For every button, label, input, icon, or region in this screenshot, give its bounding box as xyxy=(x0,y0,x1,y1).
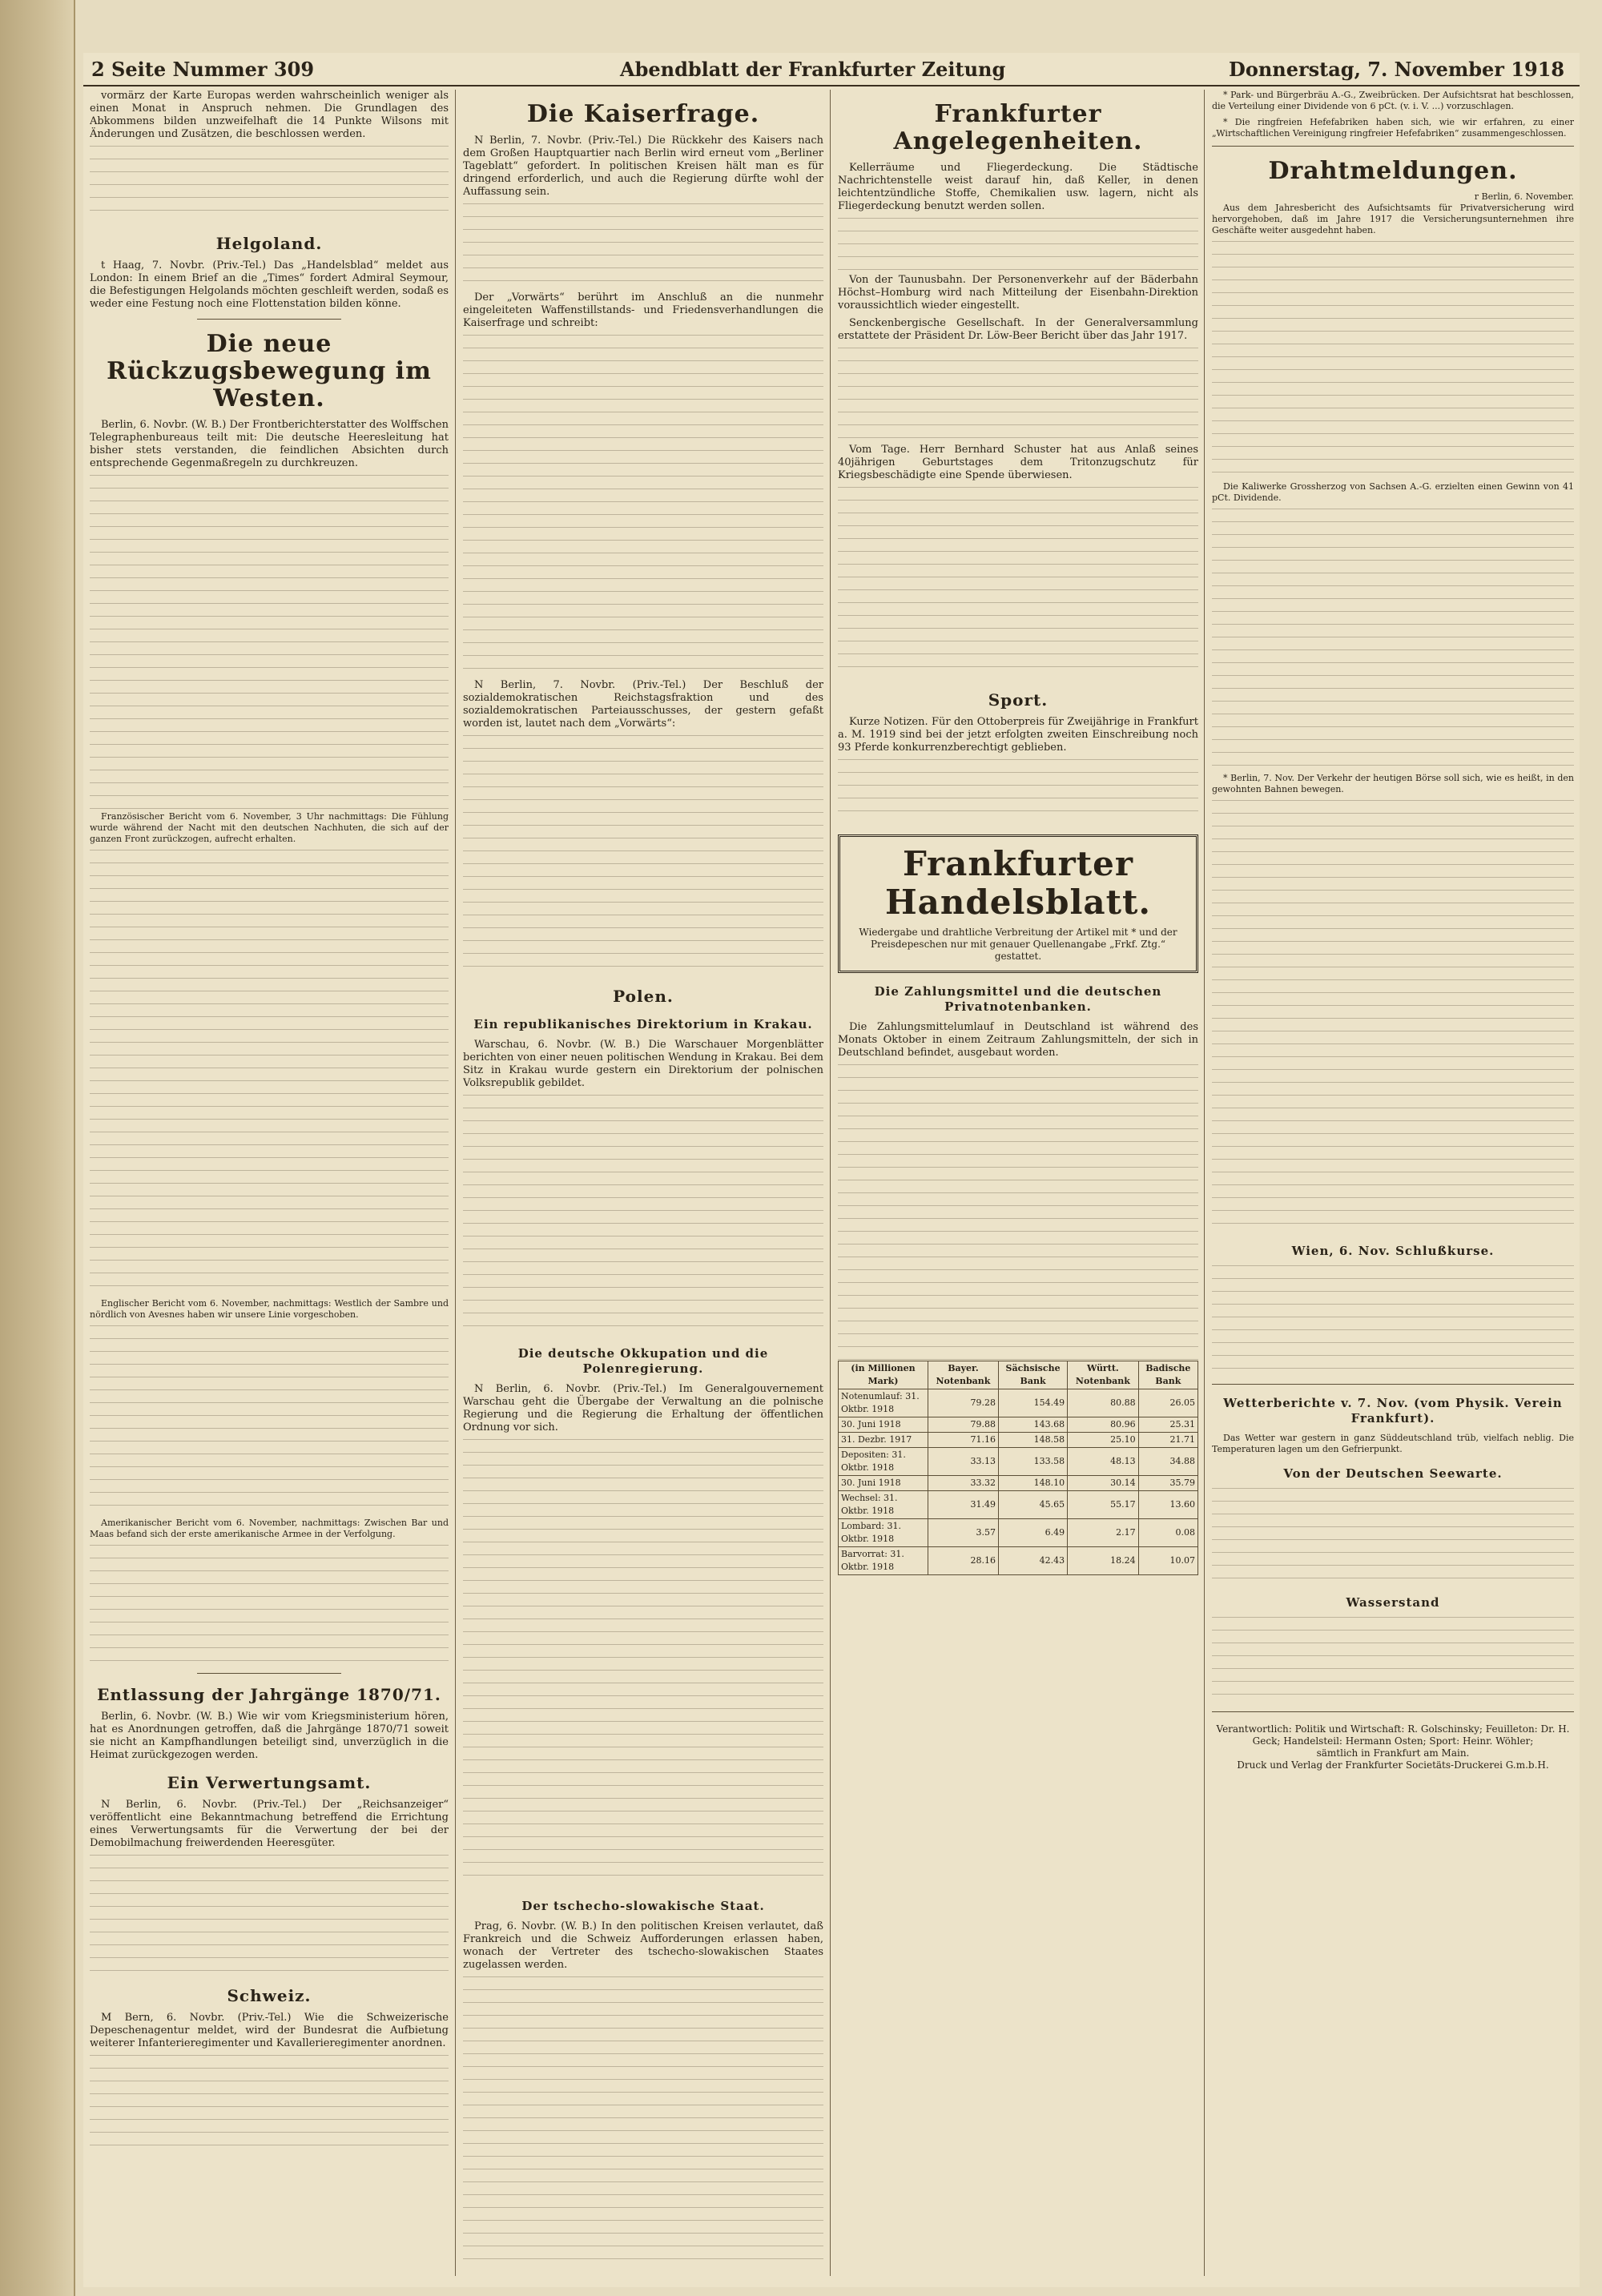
divider xyxy=(1212,146,1574,147)
article-text: Der „Vorwärts“ berührt im Anschluß an die nunmehr eingeleiteten Waffenstillstands- und Friedensverhandlungen die Kaiserfrage und schreibt: xyxy=(463,292,823,329)
table-cell: 148.10 xyxy=(998,1476,1067,1491)
section-heading: Entlassung der Jahrgänge 1870/71. xyxy=(97,1685,441,1704)
column-divider-1 xyxy=(455,90,456,2276)
article-text-continued xyxy=(90,1855,449,1975)
article-text-continued xyxy=(838,1064,1198,1361)
section-heading: Frankfurter Angelegenheiten. xyxy=(893,100,1143,155)
page-binding xyxy=(0,0,75,2296)
table-cell: 45.65 xyxy=(998,1491,1067,1519)
handelsblatt-masthead xyxy=(838,834,1198,973)
table-header-cell: Sächsische Bank xyxy=(998,1361,1067,1389)
section-subheading: Von der Deutschen Seewarte. xyxy=(1283,1466,1503,1481)
table-cell: 80.88 xyxy=(1068,1389,1138,1417)
article-text: * Berlin, 7. Nov. Der Verkehr der heutigen Börse soll sich, wie es heißt, in den gewohnten Bahnen bewegen. xyxy=(1212,773,1574,794)
table-cell: 55.17 xyxy=(1068,1491,1138,1519)
article-text: Vom Tage. Herr Bernhard Schuster hat aus Anlaß seines 40jährigen Geburtstages dem Tritonzugschutz für Kriegsbeschädigte eine Spende überwiesen. xyxy=(838,444,1198,481)
article-text: Aus dem Jahresbericht des Aufsichtsamts für Privatversicherung wird hervorgehoben, daß im Jahre 1917 die Versicherungsunternehmen ihre Geschäfte weiter ausgedehnt haben. xyxy=(1212,203,1574,235)
section-heading: Drahtmeldungen. xyxy=(1268,157,1518,185)
table-row xyxy=(839,1547,1198,1575)
article-text-continued xyxy=(838,218,1198,274)
kurs-table xyxy=(1212,1265,1574,1377)
table-cell: Depositen: 31. Oktbr. 1918 xyxy=(839,1448,928,1476)
section-heading: Schweiz. xyxy=(227,1986,312,2005)
table-cell: 25.10 xyxy=(1068,1433,1138,1448)
section-heading: Die Kaiserfrage. xyxy=(526,100,760,128)
section-subheading: Der tschecho-slowakische Staat. xyxy=(521,1899,765,1913)
divider xyxy=(197,319,340,320)
section-heading: Sport. xyxy=(988,690,1049,710)
article-text: N Berlin, 7. Novbr. (Priv.-Tel.) Der Beschluß der sozialdemokratischen Reichstagsfraktion und des sozialdemokratischen Parteiausschusses, der gestern gefaßt worden ist, lautet nach dem „Vorwärts“: xyxy=(463,679,823,730)
article-text-continued xyxy=(463,335,823,679)
column-4 xyxy=(1212,90,1574,2276)
article-text-continued xyxy=(90,146,449,223)
article-text-continued xyxy=(90,1545,449,1665)
table-cell: 0.08 xyxy=(1138,1519,1197,1547)
imprint-place: sämtlich in Frankfurt am Main. xyxy=(1316,1747,1470,1759)
section-subheading: Wetterberichte v. 7. Nov. (vom Physik. Verein Frankfurt). xyxy=(1223,1396,1563,1425)
table-header-row xyxy=(839,1361,1198,1389)
section-subheading: Wien, 6. Nov. Schlußkurse. xyxy=(1291,1244,1495,1258)
table-cell: 143.68 xyxy=(998,1417,1067,1433)
table-cell: 21.71 xyxy=(1138,1433,1197,1448)
table-cell: 35.79 xyxy=(1138,1476,1197,1491)
table-row xyxy=(839,1417,1198,1433)
table-cell: 6.49 xyxy=(998,1519,1067,1547)
table-header-cell: (in Millionen Mark) xyxy=(839,1361,928,1389)
column-3 xyxy=(838,90,1198,2276)
table-cell: 28.16 xyxy=(928,1547,998,1575)
article-text: * Die ringfreien Hefefabriken haben sich, wie wir erfahren, zu einer „Wirtschaftlichen Vereinigung ringfreier Hefefabriken“ zusammengeschlossen. xyxy=(1212,117,1574,139)
table-cell: 154.49 xyxy=(998,1389,1067,1417)
table-cell: Lombard: 31. Oktbr. 1918 xyxy=(839,1519,928,1547)
issue-date: Donnerstag, 7. November 1918 xyxy=(1229,58,1565,81)
article-text-continued xyxy=(838,759,1198,823)
article-text-continued xyxy=(838,487,1198,679)
column-1 xyxy=(90,90,449,2276)
table-cell: 148.58 xyxy=(998,1433,1067,1448)
column-divider-2 xyxy=(830,90,831,2276)
table-cell: 33.13 xyxy=(928,1448,998,1476)
article-text-continued xyxy=(463,203,823,292)
section-heading: Helgoland. xyxy=(215,234,323,253)
article-text: Senckenbergische Gesellschaft. In der Generalversammlung erstattete der Präsident Dr. Löw-Beer Bericht über das Jahr 1917. xyxy=(838,317,1198,342)
article-text-continued xyxy=(838,348,1198,444)
column-divider-3 xyxy=(1204,90,1205,2276)
section-subheading: Ein republikanisches Direktorium in Krakau. xyxy=(473,1017,813,1031)
article-text: * Park- und Bürgerbräu A.-G., Zweibrücken. Der Aufsichtsrat hat beschlossen, die Verteilung einer Dividende von 6 pCt. (v. i. V. ...) vorzuschlagen. xyxy=(1212,90,1574,111)
article-text: M Bern, 6. Novbr. (Priv.-Tel.) Wie die Schweizerische Depeschenagentur meldet, wird der Bundesrat die Aufbietung weiterer Infanterieregimenter und Kavallerieregimenter anordnen. xyxy=(90,2012,449,2049)
table-cell: 34.88 xyxy=(1138,1448,1197,1476)
table-cell: 30. Juni 1918 xyxy=(839,1476,928,1491)
table-cell: Notenumlauf: 31. Oktbr. 1918 xyxy=(839,1389,928,1417)
table-cell: 48.13 xyxy=(1068,1448,1138,1476)
table-cell: 42.43 xyxy=(998,1547,1067,1575)
table-cell: 79.88 xyxy=(928,1417,998,1433)
table-cell: Wechsel: 31. Oktbr. 1918 xyxy=(839,1491,928,1519)
section-heading: Die neue Rückzugsbewegung im Westen. xyxy=(107,330,432,412)
article-text: Warschau, 6. Novbr. (W. B.) Die Warschauer Morgenblätter berichten von einer neuen politischen Wendung in Krakau. Bei dem Sitz in Krakau wurde gestern ein Direktorium der polnischen Volksrepublik gebildet. xyxy=(463,1039,823,1089)
article-text: N Berlin, 6. Novbr. (Priv.-Tel.) Der „Reichsanzeiger“ veröffentlicht eine Bekanntmachung betreffend die Errichtung eines Verwertungsamts für die Verwertung der bei der Demobilmachung freiwerdenden Heeresgüter. xyxy=(90,1799,449,1849)
article-text: Kellerräume und Fliegerdeckung. Die Städtische Nachrichtenstelle weist darauf hin, daß Keller, in denen leichtentzündliche Stoffe, Chemikalien usw. lagern, nicht als Fliegerdeckung benutzt werden sollen. xyxy=(838,162,1198,212)
table-header-cell: Badische Bank xyxy=(1138,1361,1197,1389)
article-text-continued xyxy=(1212,241,1574,481)
article-text: vormärz der Karte Europas werden wahrscheinlich weniger als einen Monat in Anspruch nehmen. Die Grundlagen des Abkommens bilden unzweifelhaft die 14 Punkte Wilsons mit Änderungen und Zusätzen, die beschlossen werden. xyxy=(90,90,449,140)
table-cell: 2.17 xyxy=(1068,1519,1138,1547)
article-text: N Berlin, 6. Novbr. (Priv.-Tel.) Im Generalgouvernement Warschau geht die Übergabe der Verwaltung an die polnische Regierung und die Regierung die Erhaltung der öffentlichen Ordnung vor sich. xyxy=(463,1383,823,1433)
article-text-continued xyxy=(463,1976,823,2265)
dateline: r Berlin, 6. November. xyxy=(1474,191,1574,202)
water-level-table xyxy=(1212,1617,1574,1705)
article-text: Die Zahlungsmittelumlauf in Deutschland ist während des Monats Oktober in einem Zeitraum Zahlungsmitteln, der sich in Deutschland befindet, ausgebaut worden. xyxy=(838,1021,1198,1059)
page-header xyxy=(83,53,1580,86)
table-row xyxy=(839,1448,1198,1476)
article-text: Die Kaliwerke Grossherzog von Sachsen A.-G. erzielten einen Gewinn von 41 pCt. Dividende. xyxy=(1212,481,1574,503)
article-text: Amerikanischer Bericht vom 6. November, nachmittags: Zwischen Bar und Maas befand sich der erste amerikanische Armee in der Verfolgung. xyxy=(90,1518,449,1539)
table-body xyxy=(839,1389,1198,1575)
table-row xyxy=(839,1433,1198,1448)
table-cell: 133.58 xyxy=(998,1448,1067,1476)
divider xyxy=(1212,1711,1574,1712)
table-cell: 18.24 xyxy=(1068,1547,1138,1575)
section-subheading: Die deutsche Okkupation und die Polenregierung. xyxy=(517,1346,769,1376)
section-subheading: Die Zahlungsmittel und die deutschen Privatnotenbanken. xyxy=(874,984,1162,1014)
article-text: Französischer Bericht vom 6. November, 3 Uhr nachmittags: Die Fühlung wurde während der Nacht mit den deutschen Nachhuten, die sich auf der ganzen Front zurückzogen, aufrecht erhalten. xyxy=(90,811,449,844)
notenbank-table xyxy=(838,1361,1198,1575)
table-cell: 30.14 xyxy=(1068,1476,1138,1491)
article-text-continued xyxy=(1212,800,1574,1232)
table-cell: 3.57 xyxy=(928,1519,998,1547)
handelsblatt-title: Frankfurter Handelsblatt. xyxy=(884,844,1152,922)
column-2 xyxy=(463,90,823,2276)
table-header-cell: Bayer. Notenbank xyxy=(928,1361,998,1389)
table-row xyxy=(839,1519,1198,1547)
table-cell: 26.05 xyxy=(1138,1389,1197,1417)
article-text: t Haag, 7. Novbr. (Priv.-Tel.) Das „Handelsblad“ meldet aus London: In einem Brief an die „Times“ fordert Admiral Seymour, die Befestigungen Helgolands möchten geschleift werden, sodaß es weder eine Festung noch eine Flottenstation bilden könne. xyxy=(90,259,449,310)
handelsblatt-notice: Wiedergabe und drahtliche Verbreitung der Artikel mit * und der Preisdepeschen nur mit genauer Quellenangabe „Frkf. Ztg.“ gestattet. xyxy=(859,927,1177,962)
weather-table xyxy=(1212,1488,1574,1584)
table-cell: 31.49 xyxy=(928,1491,998,1519)
article-text: Von der Taunusbahn. Der Personenverkehr auf der Bäderbahn Höchst–Homburg wird nach Mitteilung der Eisenbahn-Direktion voraussichtlich wieder eingestellt. xyxy=(838,274,1198,312)
table-cell: 10.07 xyxy=(1138,1547,1197,1575)
table-cell: 33.32 xyxy=(928,1476,998,1491)
article-text-continued xyxy=(90,2055,449,2151)
article-text: Das Wetter war gestern in ganz Süddeutschland trüb, vielfach neblig. Die Temperaturen lagen um den Gefrierpunkt. xyxy=(1212,1433,1574,1454)
article-text: Berlin, 6. Novbr. (W. B.) Der Frontberichterstatter des Wolffschen Telegraphenbureaus teilt mit: Die deutsche Heeresleitung hat bisher stets verstanden, die feindlichen Absichten durch entsprechende Gegenmaßregeln zu durchkreuzen. xyxy=(90,419,449,469)
table-cell: 25.31 xyxy=(1138,1417,1197,1433)
imprint-editors: Verantwortlich: Politik und Wirtschaft: R. Golschinsky; Feuilleton: Dr. H. Geck; Handelsteil: Hermann Osten; Sport: Heinr. Wöhler; xyxy=(1216,1723,1570,1747)
table-cell: 79.28 xyxy=(928,1389,998,1417)
section-subheading: Wasserstand xyxy=(1346,1595,1440,1610)
table-header-cell: Württ. Notenbank xyxy=(1068,1361,1138,1389)
table-row xyxy=(839,1491,1198,1519)
article-text: Kurze Notizen. Für den Ottoberpreis für Zweijährige in Frankfurt a. M. 1919 sind bei der jetzt erfolgten zweiten Einschreibung noch 93 Pferde konkurrenzberechtigt geblieben. xyxy=(838,716,1198,754)
article-text-continued xyxy=(90,475,449,811)
article-text: Berlin, 6. Novbr. (W. B.) Wie wir vom Kriegsministerium hören, hat es Anordnungen getroffen, daß die Jahrgänge 1870/71 soweit sie nicht an Kampfhandlungen beteiligt sind, unverzüglich in die Heimat zurückgezogen werden. xyxy=(90,1711,449,1761)
table-cell: 30. Juni 1918 xyxy=(839,1417,928,1433)
article-text: N Berlin, 7. Novbr. (Priv.-Tel.) Die Rückkehr des Kaisers nach dem Großen Hauptquartier nach Berlin wird erneut vom „Berliner Tageblatt“ gefordert. In politischen Kreisen hält man es für dringend erforderlich, und auch die Regierung dürfte wohl der Auffassung sein. xyxy=(463,135,823,198)
table-cell: 31. Dezbr. 1917 xyxy=(839,1433,928,1448)
imprint xyxy=(1212,1723,1574,1771)
table-cell: 13.60 xyxy=(1138,1491,1197,1519)
article-text-continued xyxy=(463,1095,823,1335)
divider xyxy=(1212,1384,1574,1385)
article-text-continued xyxy=(1212,509,1574,773)
section-heading: Polen. xyxy=(613,987,674,1006)
article-text: Englischer Bericht vom 6. November, nachmittags: Westlich der Sambre und nördlich von Avesnes haben wir unsere Linie vorgeschoben. xyxy=(90,1298,449,1320)
table-row xyxy=(839,1476,1198,1491)
article-text-continued xyxy=(90,1325,449,1518)
table-cell: Barvorrat: 31. Oktbr. 1918 xyxy=(839,1547,928,1575)
table-cell: 80.96 xyxy=(1068,1417,1138,1433)
article-text: Prag, 6. Novbr. (W. B.) In den politischen Kreisen verlautet, daß Frankreich und die Schweiz Aufforderungen erlassen haben, wonach der Vertreter des tschecho-slowakischen Staates zugelassen werden. xyxy=(463,1920,823,1971)
newspaper-title: Abendblatt der Frankfurter Zeitung xyxy=(620,58,1006,81)
table-row xyxy=(839,1389,1198,1417)
section-heading: Ein Verwertungsamt. xyxy=(167,1773,372,1792)
divider xyxy=(197,1673,340,1674)
imprint-publisher: Druck und Verlag der Frankfurter Societäts-Druckerei G.m.b.H. xyxy=(1237,1759,1549,1771)
page-number: 2 Seite Nummer 309 xyxy=(91,58,315,81)
article-text-continued xyxy=(463,1439,823,1888)
table-cell: 71.16 xyxy=(928,1433,998,1448)
article-text-continued xyxy=(463,735,823,975)
article-text-continued xyxy=(90,850,449,1298)
